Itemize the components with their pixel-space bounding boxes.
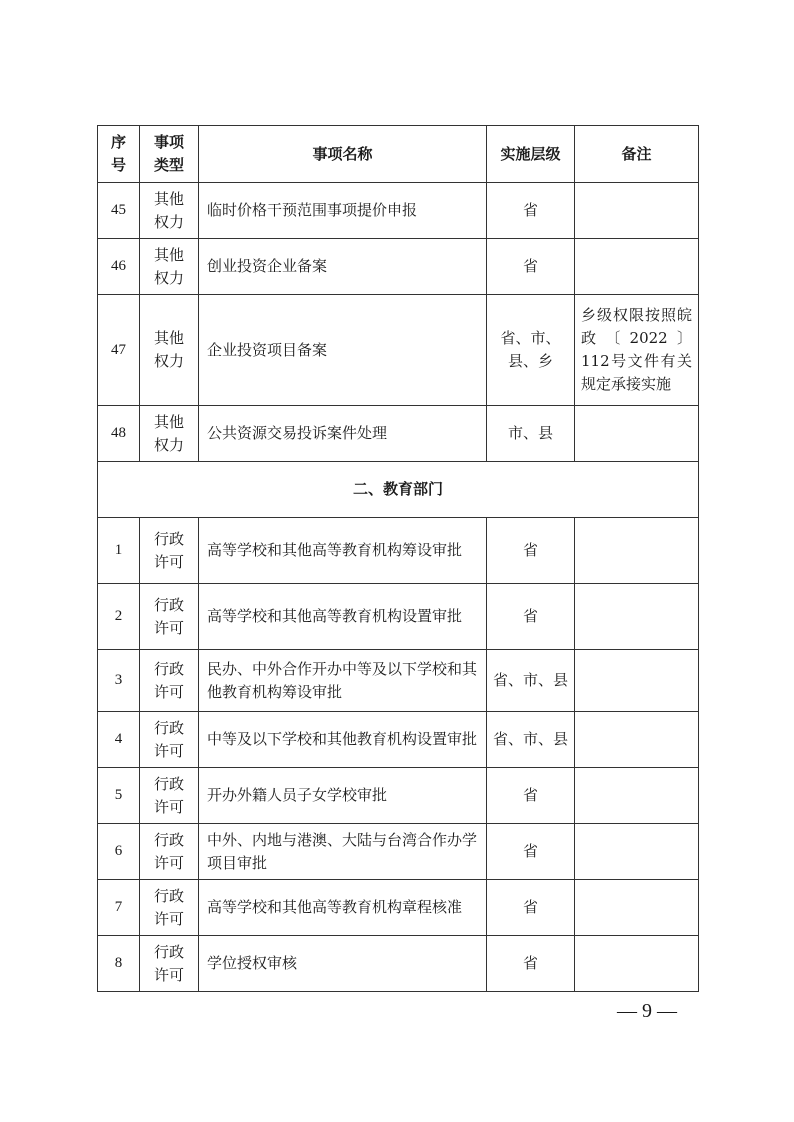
cell-seq [98, 518, 140, 584]
items-table [97, 125, 699, 992]
cell-seq [98, 712, 140, 768]
cell-note [575, 936, 699, 992]
cell-seq-text: 3 [114, 672, 123, 688]
table-row [98, 712, 699, 768]
cell-level [487, 936, 575, 992]
cell-seq [98, 880, 140, 936]
cell-name [199, 650, 487, 712]
cell-name-text: 中等及以下学校和其他教育机构设置审批 [207, 730, 478, 748]
cell-level-text: 省 [522, 257, 538, 275]
cell-note [575, 406, 699, 462]
cell-note [575, 650, 699, 712]
cell-note [575, 768, 699, 824]
cell-level [487, 239, 575, 295]
cell-name-text: 学位授权审核 [207, 954, 298, 972]
cell-name-text: 公共资源交易投诉案件处理 [207, 424, 388, 442]
cell-seq [98, 584, 140, 650]
header-seq-label: 序号 [110, 133, 126, 174]
cell-seq-text: 1 [114, 542, 123, 558]
table-row [98, 518, 699, 584]
cell-level-text: 省 [522, 842, 538, 860]
cell-seq-text: 6 [114, 843, 123, 859]
cell-note [575, 584, 699, 650]
cell-note [575, 880, 699, 936]
cell-seq-text: 4 [114, 731, 123, 747]
cell-seq-text: 45 [111, 202, 126, 218]
cell-seq-text: 8 [114, 955, 123, 971]
cell-type [140, 650, 199, 712]
cell-note [575, 239, 699, 295]
cell-note [575, 183, 699, 239]
cell-type-text: 行政许可 [153, 830, 184, 872]
cell-type-text: 行政许可 [153, 529, 184, 571]
cell-level-text: 省 [522, 898, 538, 916]
cell-name-text: 民办、中外合作开办中等及以下学校和其他教育机构筹设审批 [207, 659, 478, 701]
cell-type [140, 295, 199, 406]
cell-level-text: 省 [522, 954, 538, 972]
cell-seq-text: 5 [114, 787, 123, 803]
cell-seq [98, 239, 140, 295]
header-name [199, 126, 487, 183]
section-title: 二、教育部门 [98, 462, 699, 518]
table-row [98, 295, 699, 406]
cell-note [575, 518, 699, 584]
header-level [487, 126, 575, 183]
page-number: — 9 — [617, 1000, 677, 1022]
header-note-label: 备注 [621, 144, 652, 163]
cell-name [199, 183, 487, 239]
cell-note [575, 712, 699, 768]
cell-type-text: 行政许可 [153, 595, 184, 637]
cell-name [199, 712, 487, 768]
cell-type [140, 518, 199, 584]
table-row [98, 768, 699, 824]
cell-level [487, 183, 575, 239]
cell-name [199, 880, 487, 936]
table-header-row [98, 126, 699, 183]
cell-type [140, 768, 199, 824]
cell-type [140, 239, 199, 295]
table-row [98, 406, 699, 462]
header-type [140, 126, 199, 183]
cell-type [140, 406, 199, 462]
cell-type-text: 行政许可 [153, 718, 184, 760]
cell-type [140, 584, 199, 650]
cell-name [199, 936, 487, 992]
header-note [575, 126, 699, 183]
cell-type-text: 其他权力 [153, 189, 184, 231]
cell-type-text: 行政许可 [153, 774, 184, 816]
cell-name-text: 高等学校和其他高等教育机构设置审批 [207, 607, 463, 625]
cell-type-text: 其他权力 [153, 329, 184, 370]
cell-name [199, 518, 487, 584]
cell-level [487, 518, 575, 584]
header-name-label: 事项名称 [312, 144, 373, 163]
cell-seq [98, 650, 140, 712]
cell-type-text: 其他权力 [153, 245, 184, 287]
cell-level-text: 省 [522, 607, 538, 625]
cell-seq [98, 295, 140, 406]
cell-name-text: 中外、内地与港澳、大陆与台湾合作办学项目审批 [207, 830, 478, 872]
table-row [98, 183, 699, 239]
cell-name-text: 企业投资项目备案 [207, 340, 328, 359]
cell-note [575, 824, 699, 880]
cell-seq [98, 406, 140, 462]
cell-name-text: 高等学校和其他高等教育机构筹设审批 [207, 541, 463, 559]
cell-level [487, 650, 575, 712]
cell-seq [98, 936, 140, 992]
cell-level [487, 584, 575, 650]
table-row [98, 824, 699, 880]
cell-type [140, 824, 199, 880]
cell-type [140, 936, 199, 992]
cell-level-text: 省 [522, 786, 538, 804]
cell-name [199, 406, 487, 462]
cell-level-text: 省 [522, 541, 538, 559]
cell-seq-text: 2 [114, 608, 123, 624]
cell-name-text: 创业投资企业备案 [207, 257, 328, 275]
table-row [98, 936, 699, 992]
table-row [98, 880, 699, 936]
cell-name-text: 临时价格干预范围事项提价申报 [207, 201, 418, 219]
section-row [98, 462, 699, 518]
cell-seq-text: 47 [111, 341, 126, 358]
table-row [98, 650, 699, 712]
header-seq [98, 126, 140, 183]
cell-type-text: 行政许可 [153, 942, 184, 984]
table-row [98, 239, 699, 295]
cell-level [487, 768, 575, 824]
cell-level [487, 295, 575, 406]
cell-note-text: 乡级权限按照皖政〔2022〕112号文件有关规定承接实施 [581, 306, 692, 393]
cell-level-text: 省、市、县 [492, 671, 568, 689]
cell-seq [98, 824, 140, 880]
cell-level [487, 824, 575, 880]
cell-seq [98, 768, 140, 824]
cell-level [487, 880, 575, 936]
cell-level-text: 省、市、县 [492, 730, 568, 748]
cell-name-text: 高等学校和其他高等教育机构章程核准 [207, 898, 463, 916]
cell-name [199, 584, 487, 650]
cell-seq-text: 7 [114, 899, 123, 915]
cell-name [199, 239, 487, 295]
cell-level-text: 市、县 [507, 424, 553, 442]
cell-seq-text: 46 [111, 258, 126, 274]
cell-name [199, 824, 487, 880]
cell-type [140, 183, 199, 239]
items-table-body [98, 126, 699, 992]
cell-level-text: 省 [522, 201, 538, 219]
cell-type [140, 712, 199, 768]
cell-type-text: 行政许可 [153, 659, 184, 701]
cell-seq [98, 183, 140, 239]
cell-type-text: 行政许可 [153, 886, 184, 928]
cell-level [487, 406, 575, 462]
cell-note [575, 295, 699, 406]
cell-name-text: 开办外籍人员子女学校审批 [207, 786, 388, 804]
cell-name [199, 768, 487, 824]
cell-level-text: 省、市、县、乡 [500, 329, 561, 370]
table-row [98, 584, 699, 650]
cell-seq-text: 48 [111, 425, 126, 441]
header-level-label: 实施层级 [500, 144, 561, 163]
header-type-label: 事项类型 [153, 133, 184, 174]
cell-type [140, 880, 199, 936]
cell-type-text: 其他权力 [153, 412, 184, 454]
cell-level [487, 712, 575, 768]
cell-name [199, 295, 487, 406]
